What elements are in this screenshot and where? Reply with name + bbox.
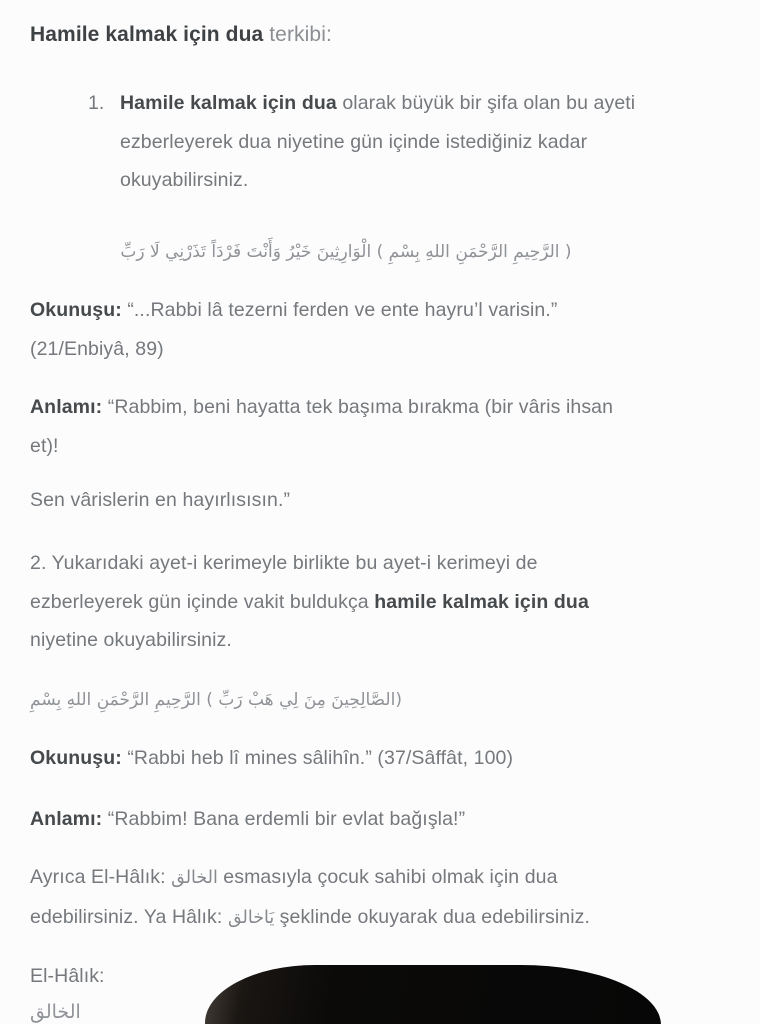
arabic-verse-1: رَبِّ‎ لَا‎ تَذَرْنِي‎ فَرْدَاً‎ وَأَنْتَ‎ خَيْرُ‎ الْوَارِثِينَ‎ ( بِسْمِ‎ اللهِ‎ الرَّحْمَنِ‎ الرَّحِيمِ‎ ) [120, 242, 572, 262]
bottom-image [205, 965, 661, 1024]
okunusu-2-label: Okunuşu: [30, 747, 122, 769]
okunusu-2 [30, 739, 513, 778]
article-heading [30, 16, 332, 54]
sen-line: Sen vârislerin en hayırlısısın.” [30, 489, 291, 511]
paragraph-2-line-1: 2. Yukarıdaki ayet-i kerimeyle birlikte bu ayet-i kerimeyi de [30, 552, 538, 574]
paragraph-2 [30, 544, 710, 660]
anlami-2 [30, 800, 465, 839]
anlami-1-line-1 [30, 388, 613, 427]
okunusu-1-label: Okunuşu: [30, 299, 122, 321]
el-halik-arabic: الخالق [30, 1001, 81, 1023]
list-item-1-line-2: ezberleyerek dua niyetine gün içinde istediğiniz kadar [120, 130, 588, 153]
heading-bold-phrase: Hamile kalmak için dua [30, 23, 264, 46]
anlami-1-label: Anlamı: [30, 396, 103, 418]
okunusu-1-text: “...Rabbi lâ tezerni ferden ve ente hayru’l varisin.” [121, 299, 558, 321]
list-item-1-line-3: okuyabilirsiniz. [120, 169, 249, 191]
heading-rest: terkibi: [263, 23, 332, 46]
paragraph-2-line-2 [30, 583, 710, 622]
okunusu-1 [30, 291, 557, 368]
anlami-1 [30, 388, 613, 465]
list-item-bold-phrase: Hamile kalmak için dua [120, 92, 337, 114]
okunusu-2-text: “Rabbi heb lî mines sâlihîn.” (37/Sâffât, 100) [121, 747, 514, 769]
paragraph-2-line2-pre: ezberleyerek gün içinde vakit buldukça [30, 590, 375, 613]
ayrica-line1-pre: Ayrıca El-Hâlık: [30, 866, 172, 888]
ayrica-line-1 [30, 858, 720, 898]
ayrica-line1-post: esmasıyla çocuk sahibi olmak için dua [217, 866, 558, 888]
list-item-1 [120, 84, 740, 200]
arabic-verse-2: بِسْمِ‎ اللهِ‎ الرَّحْمَنِ‎ الرَّحِيمِ‎ ( رَبِّ‎ هَبْ‎ لِي‎ مِنَ‎ الصَّالِحِينَ) [30, 690, 402, 710]
paragraph-2-line-3: niyetine okuyabilirsiniz. [30, 629, 232, 651]
list-item-1-line-1 [120, 84, 740, 123]
anlami-2-text: “Rabbim! Bana erdemli bir evlat bağışla!” [102, 808, 466, 830]
ayrica-paragraph [30, 858, 720, 937]
list-item-number: 1. [88, 92, 105, 114]
ya-halik-arabic-inline: يَاخالق [227, 907, 275, 928]
el-halik-label: El-Hâlık: [30, 965, 105, 987]
okunusu-1-line-1 [30, 291, 557, 330]
ayrica-line2-pre: edebilirsiniz. Ya Hâlık: [30, 905, 228, 928]
okunusu-1-source: (21/Enbiyâ, 89) [30, 337, 164, 360]
anlami-1-line-2: et)! [30, 434, 59, 457]
paragraph-2-bold-phrase: hamile kalmak için dua [374, 590, 589, 613]
el-halik-arabic-inline: الخالق [171, 868, 218, 888]
ayrica-line-2 [30, 898, 720, 938]
anlami-2-label: Anlamı: [30, 808, 103, 830]
ayrica-line2-post: şeklinde okuyarak dua edebilirsiniz. [274, 905, 591, 928]
anlami-1-text: “Rabbim, beni hayatta tek başıma bırakma (bir vâris ihsan [102, 396, 614, 418]
list-item-line1-rest: olarak büyük bir şifa olan bu ayeti [336, 92, 636, 114]
